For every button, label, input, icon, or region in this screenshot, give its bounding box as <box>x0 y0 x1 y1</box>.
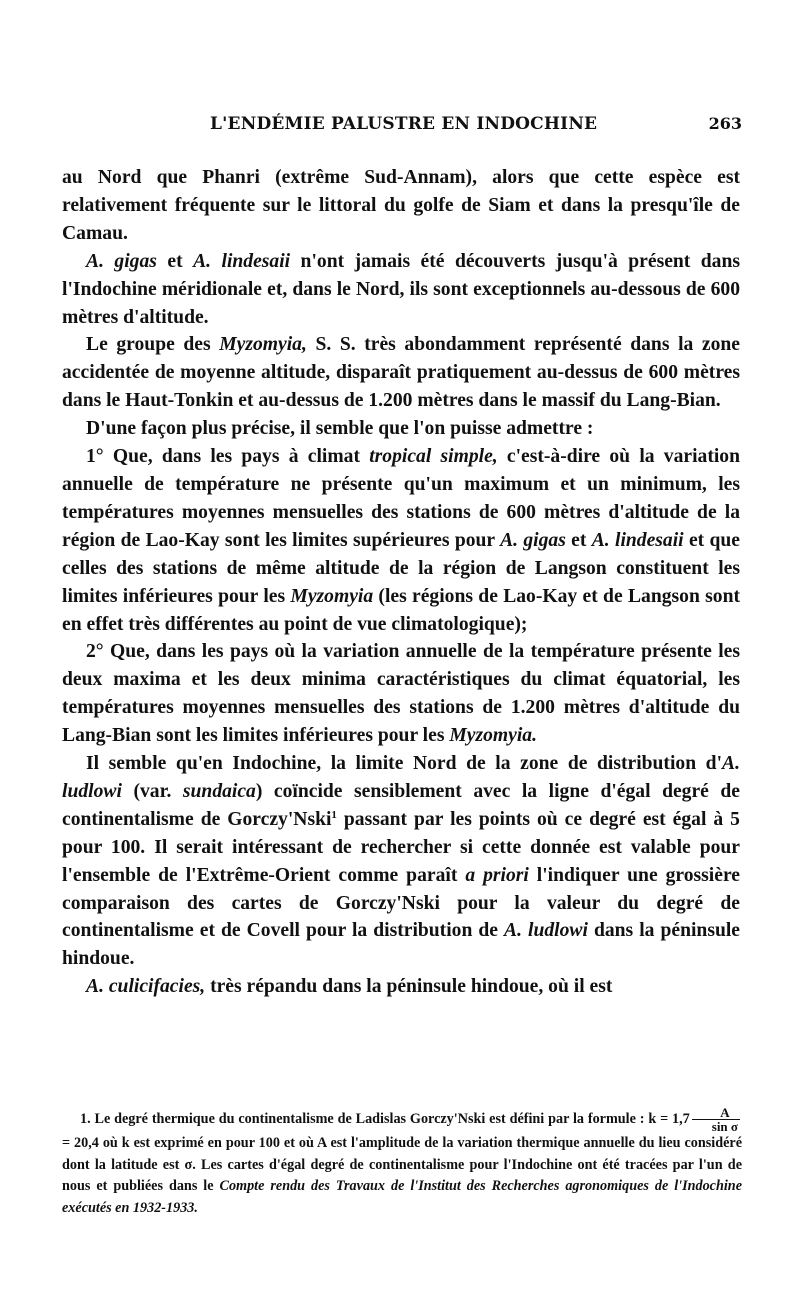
species-name: A. ludlowi <box>504 920 588 942</box>
paragraph-text: D'une façon plus précise, il semble que l'on puisse admettre : <box>86 418 594 440</box>
species-name: A. gigas <box>500 529 566 551</box>
paragraph-text: 2° Que, dans les pays où la variation annuelle de la température présente les deux maxima et les deux minima caractéristiques du climat équatorial, les températures moyennes mensuelles des stations de 1.200 mètres d'altitude du Lang-Bian sont les limites inférieures pour les <box>62 641 740 747</box>
genus-name: Myzomyia. <box>449 725 537 747</box>
fraction-denominator: sin σ <box>711 1119 738 1134</box>
paragraph-8 <box>62 973 740 1001</box>
paragraph-text: et <box>565 529 592 551</box>
paragraph-text: 1° Que, dans les pays à climat <box>86 446 370 468</box>
latin-term: a priori <box>465 864 529 886</box>
body-text <box>62 164 740 1001</box>
footnote-1 <box>62 1106 742 1219</box>
paragraph-3 <box>62 331 740 415</box>
paragraph-4 <box>62 415 740 443</box>
footnote-text: 1. Le degré thermique du continentalisme de Ladislas Gorczy'Nski est défini par la formule : k = 1,7 <box>80 1110 690 1127</box>
paragraph-text: c'est-à-dire où la variation annuelle de température ne présente qu'un maximum et un minimum, les températures moyennes mensuelles des stations de 600 mètres d'altitude de la région de Lao-Kay sont les limites supérieures pour <box>62 446 741 551</box>
footnotes <box>62 1106 742 1219</box>
paragraph-6 <box>62 638 740 750</box>
paragraph-text: Il semble qu'en Indochine, la limite Nord de la zone de distribution d' <box>86 753 723 775</box>
paragraph-1 <box>62 164 740 248</box>
paragraph-5 <box>62 443 740 638</box>
running-head <box>62 114 742 138</box>
paragraph-text: n'ont jamais été découverts jusqu'à présent dans l'Indochine méridionale et, dans le Nord, ils sont exceptionnels au-dessous de 600 mètres d'altitude. <box>62 250 740 328</box>
paragraph-2 <box>62 248 740 332</box>
paragraph-text: et que celles des stations de même altitude de la région de Langson constituent les limites inférieures pour les <box>62 529 740 607</box>
species-name: A. culicifacies, <box>86 976 206 998</box>
species-name: A. gigas <box>86 250 157 272</box>
species-name: A. lindesaii <box>591 529 684 551</box>
genus-name: Myzomyia, <box>219 334 307 356</box>
species-name: A. lindesaii <box>193 250 291 272</box>
variety-name: sundaica <box>182 780 256 802</box>
page-number: 263 <box>708 114 742 133</box>
fraction-numerator: A <box>692 1106 740 1120</box>
paragraph-text: passant par les points où ce degré est égal à 5 pour 100. Il serait intéressant de rechercher si cette donnée est valable pour l'ensemble de l'Extrême-Orient comme paraît <box>62 808 740 886</box>
paragraph-text: (les régions de Lao-Kay et de Langson sont en effet très différentes au point de vue climatologique); <box>62 585 740 635</box>
footnote-text: = 20,4 où k est exprimé en pour 100 et où A est l'amplitude de la variation thermique annuelle du lieu considéré dont la latitude est σ. Les cartes d'égal degré de continentalisme pour l'Indochine ont été tracées par l'un de nous et publiées dans le <box>62 1135 742 1195</box>
running-title: L'ENDÉMIE PALUSTRE EN INDOCHINE <box>210 114 598 134</box>
paragraph-text: S. S. très abondamment représenté dans la zone accidentée de moyenne altitude, disparaît pratiquement au-dessus de 600 mètres dans le Haut-Tonkin et au-dessus de 1.200 mètres dans le massif du Lang-Bian. <box>62 334 740 412</box>
species-name: A. ludlowi <box>62 753 740 802</box>
paragraph-text: très répandu dans la péninsule hindoue, où il est <box>205 976 613 998</box>
climate-term: tropical simple, <box>369 446 498 468</box>
paragraph-text: l'indiquer une grossière comparaison des cartes de Gorczy'Nski pour la valeur du degré de continentalisme et de Covell pour la distribution de <box>62 864 740 942</box>
paragraph-text: (var. <box>121 780 183 802</box>
paragraph-text: ) coïncide sensiblement avec la ligne d'égal degré de continentalisme de Gorczy'Nski <box>62 780 740 830</box>
genus-name: Myzomyia <box>290 585 374 607</box>
paragraph-text: dans la péninsule hindoue. <box>62 920 740 970</box>
paragraph-text: au Nord que Phanri (extrême Sud-Annam), alors que cette espèce est relativement fréquente sur le littoral du golfe de Siam et dans la presqu'île de Camau. <box>62 167 740 244</box>
footnote-marker: 1 <box>331 808 337 821</box>
publication-title: Compte rendu des Travaux de l'Institut des Recherches agronomiques de l'Indochine exécutés en 1932-1933. <box>62 1178 742 1216</box>
formula-fraction <box>692 1106 740 1133</box>
paragraph-text: Le groupe des <box>86 334 220 356</box>
paragraph-text: et <box>156 250 194 272</box>
paragraph-7 <box>62 750 740 973</box>
